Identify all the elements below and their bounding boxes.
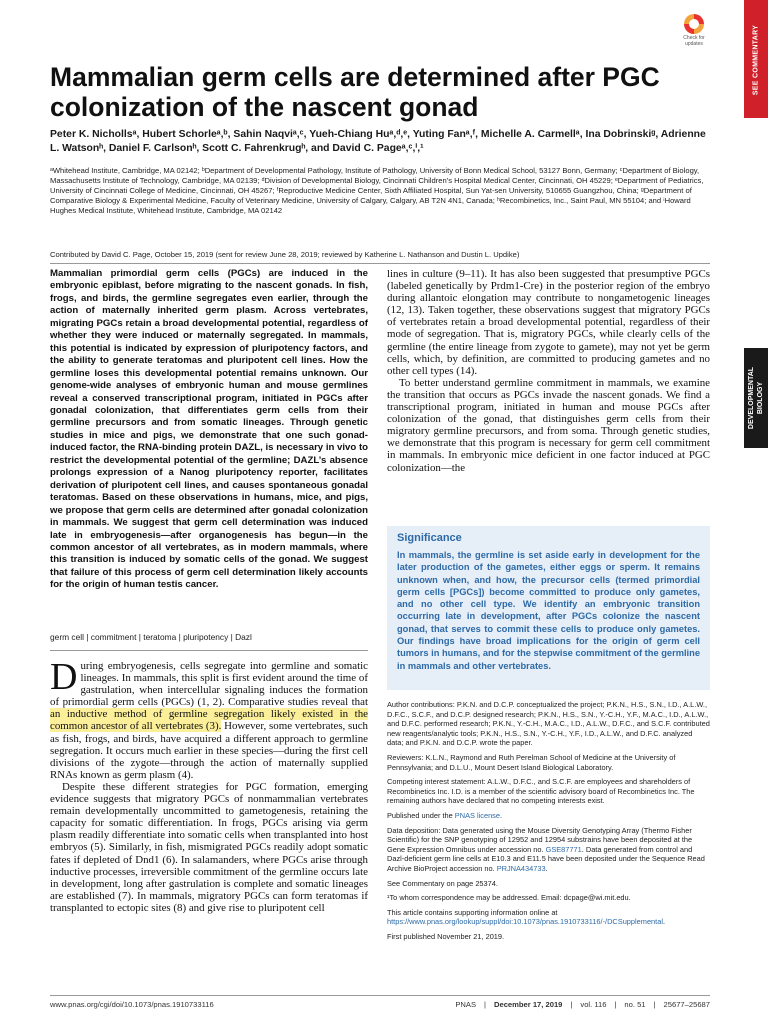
significance-heading: Significance	[397, 532, 462, 544]
significance-box	[387, 526, 710, 690]
intro-text: uring embryogenesis, cells segregate into germline and somatic lineages. In mammals, this split is first evident around the time of gastrulation, when intercellular signaling induces the formation of primordial germ cells (PGCs) (1, 2). Comparative studies reveal that	[50, 660, 368, 709]
crossmark-icon	[684, 14, 704, 34]
divider	[50, 995, 710, 996]
reviewers-note: Reviewers: K.L.N., Raymond and Ruth Perelman School of Medicine at the University of Pennsylvania; and D.L.U., Mount Desert Island Biological Laboratory.	[387, 752, 676, 772]
see-commentary-tab[interactable]	[744, 0, 768, 118]
intro-paragraph: Despite these different strategies for PGC formation, emerging evidence suggests that migratory PGCs of nonmammalian vertebrates remain developmentally uncommitted to gametogenesis, retaining the capacity for somatic differentiation. In frogs, PGCs arising via germ plasm readily differentiate into somatic cells when transplanted into host embryos (5). Similarly, in fish, mismigrated PGCs readily adopt somatic fates if depleted of Dnd1 (6). In salamanders, where PGCs arise through inductive processes, irreversible commitment of the germline occurs late in development, long after gastrulation is complete and somatic lineages are established (7). In mammals, migratory PGCs can form teratomas if transplanted to ectopic sites (8) and give rise to pluripotent cell	[50, 780, 368, 914]
article-notes	[387, 700, 710, 946]
abstract: Mammalian primordial germ cells (PGCs) are induced in the embryonic epiblast, before migrating to the nascent gonads. In fish, frogs, and birds, the germline segregates even earlier, through the action of maternally inherited germ plasm. Across vertebrates, migrating PGCs retain a broad developmental potential, regardless of whether they were induced or maternally segregated. In mammals, this potential is indicated by expression of pluripotency factors, and the ability to generate teratomas and pluripotent cell lines. How the germline loses this developmental potential remains unknown. Our genome-wide analyses of embryonic human and mouse germlines reveal a conserved transcriptional program, initiated in PGCs after gonadal colonization, that differentiates germ cells from their germline precursors and from somatic lineages. Through genetic studies in mice and pigs, we demonstrate that one such gonad-induced factor, the RNA-binding protein DAZL, is necessary in vivo to restrict the developmental potential of the germline; DAZL’s absence prolongs expression of a Nanog pluripotency reporter, facilitates derivation of pluripotent cell lines, and causes spontaneous gonadal teratomas. Based on these observations in humans, mice, and pigs, we propose that germ cells are determined after gonadal colonization in mammals. We suggest that germ cell determination was induced late in embryogenesis—after organogenesis has begun—in the common ancestor of all vertebrates, as in modern mammals, where this transition is induced by somatic cells of the gonad. We suggest that failure of this process of germ cell determination likely accounts for the origin of human testis cancer.	[50, 268, 368, 591]
author-contributions: Author contributions: P.K.N. and D.C.P. conceptualized the project; P.K.N., H.S., S.N., I.D., A.L.W., D.F.C., S.C.F., and D.C.P. designed research; P.K.N., H.S., S.N., Y.-C.H., Y.F., M.A.C., I.D., A.L.W., and D.F.C. performed research; P.K.N., Y.-C.H., M.A.C., I.D., A.L.W., D.F.C., and S.C.F. contributed new reagents/analytic tools; P.K.N., H.S., S.N., Y.-C.H., Y.F., I.D., A.L.W., and D.F.C. analyzed data; and P.K.N. and D.C.P. wrote the paper.	[387, 700, 710, 748]
contributed-line: Contributed by David C. Page, October 15, 2019 (sent for review June 28, 2019; reviewed by Katherine L. Nathanson and Dustin L. Updike)	[50, 250, 520, 259]
journal-name: PNAS	[455, 1000, 477, 1009]
citation-line: PNAS | December 17, 2019 | vol. 116 | no. 51 | 25677–25687	[455, 1000, 710, 1009]
see-commentary-note: See Commentary on page 25374.	[387, 878, 498, 888]
sra-accession-link[interactable]: PRJNA434733	[496, 863, 546, 873]
crossmark-line2: updates	[685, 41, 703, 47]
supporting-info-note: This article contains supporting information online at https://www.pnas.org/lookup/suppl/doi:10.1073/pnas.1910733116/-/DCSupplemental.	[387, 907, 666, 927]
data-deposition: Data deposition: Data generated using the Mouse Diversity Genotyping Array (Thermo Fisher Scientific) for the SNP genotyping of 12952 and 12954 substrains have been deposited at the Gene Expression Omnibus under accession no. GSE87771. Data generated from control and Dazl-deficient germ line cells at E10.3 and E11.5 have been deposited under the Sequence Read Archive BioProject accession no. PRJNA434733.	[387, 825, 705, 873]
significance-text: In mammals, the germline is set aside early in development for the later production of the gametes, either eggs or sperm. It remains unknown when, and how, the precursor cells (termed primordial germ cells [PGCs]) become committed to produce only gametes, and no other cell type. We identify an embryonic transition occurring late in development, after PGCs colonize the nascent gonad, that serves to commit these cells to produce only gametes. Our findings have broad implications for the origin of germ cell tumors in humans, and for the stepwise commitment of the germline in mammals and other vertebrates.	[397, 550, 700, 671]
check-for-updates-badge[interactable]	[678, 14, 710, 54]
section-sidebar	[744, 0, 768, 1024]
intro-text: However, some vertebrates, such as fish, frogs, and birds, have acquired a different approach to germline segregation. It occurs much earlier in these species—during the first cell divisions of the zygote—through the action of maternally supplied RNAs known as germ plasm (4).	[50, 720, 368, 781]
keywords: germ cell | commitment | teratoma | pluripotency | Dazl	[50, 632, 252, 642]
divider	[50, 650, 368, 651]
doi-url[interactable]: www.pnas.org/cgi/doi/10.1073/pnas.1910733116	[50, 1000, 214, 1009]
geo-accession-link[interactable]: GSE87771	[545, 844, 582, 854]
body-paragraph: To better understand germline commitment in mammals, we examine the transition that occurs as PGCs invade the nascent gonads. We find a transcriptional program, initiated in human and mouse PGCs after colonization of the gonad, that distinguishes germ cells from their migratory germline precursors, and from soma. Through genetic studies, we demonstrate that this program is necessary for germ cell commitment in mammals. In embryonic mice deficient in one factor induced at PGC colonization—the	[387, 376, 710, 474]
article-title: Mammalian germ cells are determined after PGC colonization of the nascent gonad	[50, 62, 660, 122]
see-commentary-label: SEE COMMENTARY	[752, 24, 760, 96]
supporting-info-link[interactable]: https://www.pnas.org/lookup/suppl/doi:10.1073/pnas.1910733116/-/DCSupplemental	[387, 917, 663, 927]
drop-cap: D	[50, 656, 78, 698]
volume: vol. 116	[580, 1000, 607, 1009]
body-paragraph: lines in culture (9–11). It has also been suggested that presumptive PGCs (labeled genetically by Prdm1-Cre) in the posterior region of the embryo during allantoic elongation may contribute to nongametogenic lineages (12, 13). Taken together, these observations suggest that migratory PGCs of vertebrates retain a broad developmental potential, regardless of their mode of segregation. That is, migratory PGCs, while clearly cells of the germline (the entire lineage from zygote to gamete), may not yet be germ cells, which, by definition, are committed to producing gametes and no other cell types (14).	[387, 268, 710, 377]
author-list: Peter K. Nichollsᵃ, Hubert Schorleᵃ,ᵇ, Sahin Naqviᵃ,ᶜ, Yueh-Chiang Huᵃ,ᵈ,ᵉ, Yuting Fanᵃ,ᶠ, Michelle A. Carmellᵃ, Ina Dobrinskiᵍ, Adrienne L. Watsonʰ, Daniel F. Carlsonʰ, Scott C. Fahrenkrugʰ, and David C. Pageᵃ,ᶜ,ⁱ,¹	[50, 129, 706, 154]
body-text-right	[387, 268, 710, 474]
first-published: First published November 21, 2019.	[387, 931, 505, 941]
crossmark-line1: Check for	[683, 35, 705, 41]
introduction	[50, 656, 368, 914]
highlighted-text[interactable]: an inductive method of germline segregation likely existed in the common ancestor of all vertebrates (3).	[50, 708, 368, 733]
license-link[interactable]: PNAS license	[454, 810, 500, 820]
section-label: DEVELOPMENTAL BIOLOGY	[748, 366, 764, 430]
issue-date: December 17, 2019	[494, 1000, 563, 1009]
competing-interests: Competing interest statement: A.L.W., D.F.C., and S.C.F. are employees and shareholders of Recombinetics Inc. I.D. is a member of the scientific advisory board of Recombinetics Inc. The remaining authors have declared that no competing interests exist.	[387, 777, 695, 806]
divider	[50, 263, 710, 264]
license-note: Published under the PNAS license.	[387, 810, 503, 820]
correspondence-note: ¹To whom correspondence may be addressed. Email: dcpage@wi.mit.edu.	[387, 893, 631, 903]
affiliations: ᵃWhitehead Institute, Cambridge, MA 02142; ᵇDepartment of Developmental Pathology, Institute of Pathology, University of Bonn Medical School, 53127 Bonn, Germany; ᶜDepartment of Biology, Massachusetts Institute of Technology, Cambridge, MA 02139; ᵈDivision of Developmental Biology, Cincinnati Children’s Hospital Medical Center, Cincinnati, OH 45229; ᵉDepartment of Pediatrics, University of Cincinnati College of Medicine, Cincinnati, OH 45267; ᶠReproductive Medicine Center, Sixth Affiliated Hospital, Sun Yat-sen University, 510655 Guangzhou, China; ᵍDepartment of Comparative Biology & Experimental Medicine, Faculty of Veterinary Medicine, University of Calgary, Calgary, AB T2N 4N1, Canada; ʰRecombinetics, Inc., Saint Paul, MN 55104; and ⁱHoward Hughes Medical Institute, Whitehead Institute, Cambridge, MA 02142	[50, 166, 704, 215]
section-tab	[744, 348, 768, 448]
issue-number: no. 51	[624, 1000, 646, 1009]
page-range: 25677–25687	[663, 1000, 710, 1009]
